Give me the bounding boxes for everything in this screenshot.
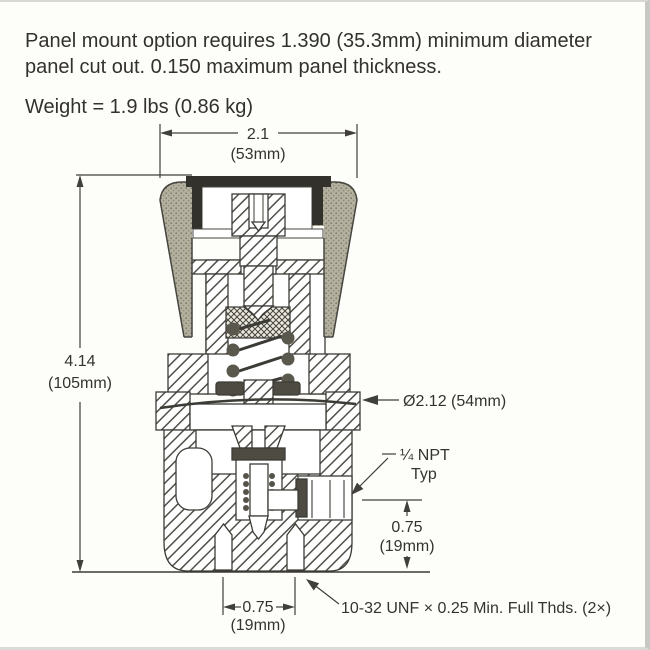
- hole-spacing-metric-label: (19mm): [230, 617, 286, 634]
- valve-stem: [250, 464, 268, 516]
- port-height-value-label: 0.75: [391, 519, 423, 536]
- knob-cap: [186, 176, 331, 187]
- height-metric-label: (105mm): [47, 375, 113, 392]
- leader-body-diameter: [362, 395, 399, 405]
- top-width-value-label: 2.1: [246, 126, 270, 143]
- leader-mount-thread: [306, 579, 339, 604]
- panel-mount-note-line1: Panel mount option requires 1.390 (35.3mm) minimum diameter: [25, 30, 592, 52]
- weight-note: Weight = 1.9 lbs (0.86 kg): [25, 96, 254, 118]
- panel-ring-left: [192, 187, 202, 229]
- left-chamber: [176, 448, 212, 510]
- mount-thread-note-label: 10-32 UNF × 0.25 Min. Full Thds. (2×): [341, 600, 612, 617]
- mounting-hole-right: [287, 524, 304, 570]
- mounting-hole-left: [215, 524, 232, 570]
- valve-body: [164, 426, 352, 571]
- port-thread-label-line1: ¼ NPT: [400, 447, 450, 464]
- port-passage: [268, 490, 298, 510]
- valve-seat: [232, 448, 285, 460]
- body-diameter-label: Ø2.12 (54mm): [403, 393, 507, 410]
- top-width-metric-label: (53mm): [230, 146, 286, 163]
- port-thread-label-line2: Typ: [411, 466, 437, 483]
- panel-ring-right: [312, 187, 323, 225]
- hole-spacing-value-label: 0.75: [242, 599, 274, 616]
- leader-npt-port: [351, 454, 396, 495]
- panel-mount-note-line2: panel cut out. 0.150 maximum panel thickness.: [25, 56, 442, 78]
- regulator-cross-section-drawing: [0, 2, 650, 650]
- height-value-label: 4.14: [64, 353, 96, 370]
- port-height-metric-label: (19mm): [379, 538, 435, 555]
